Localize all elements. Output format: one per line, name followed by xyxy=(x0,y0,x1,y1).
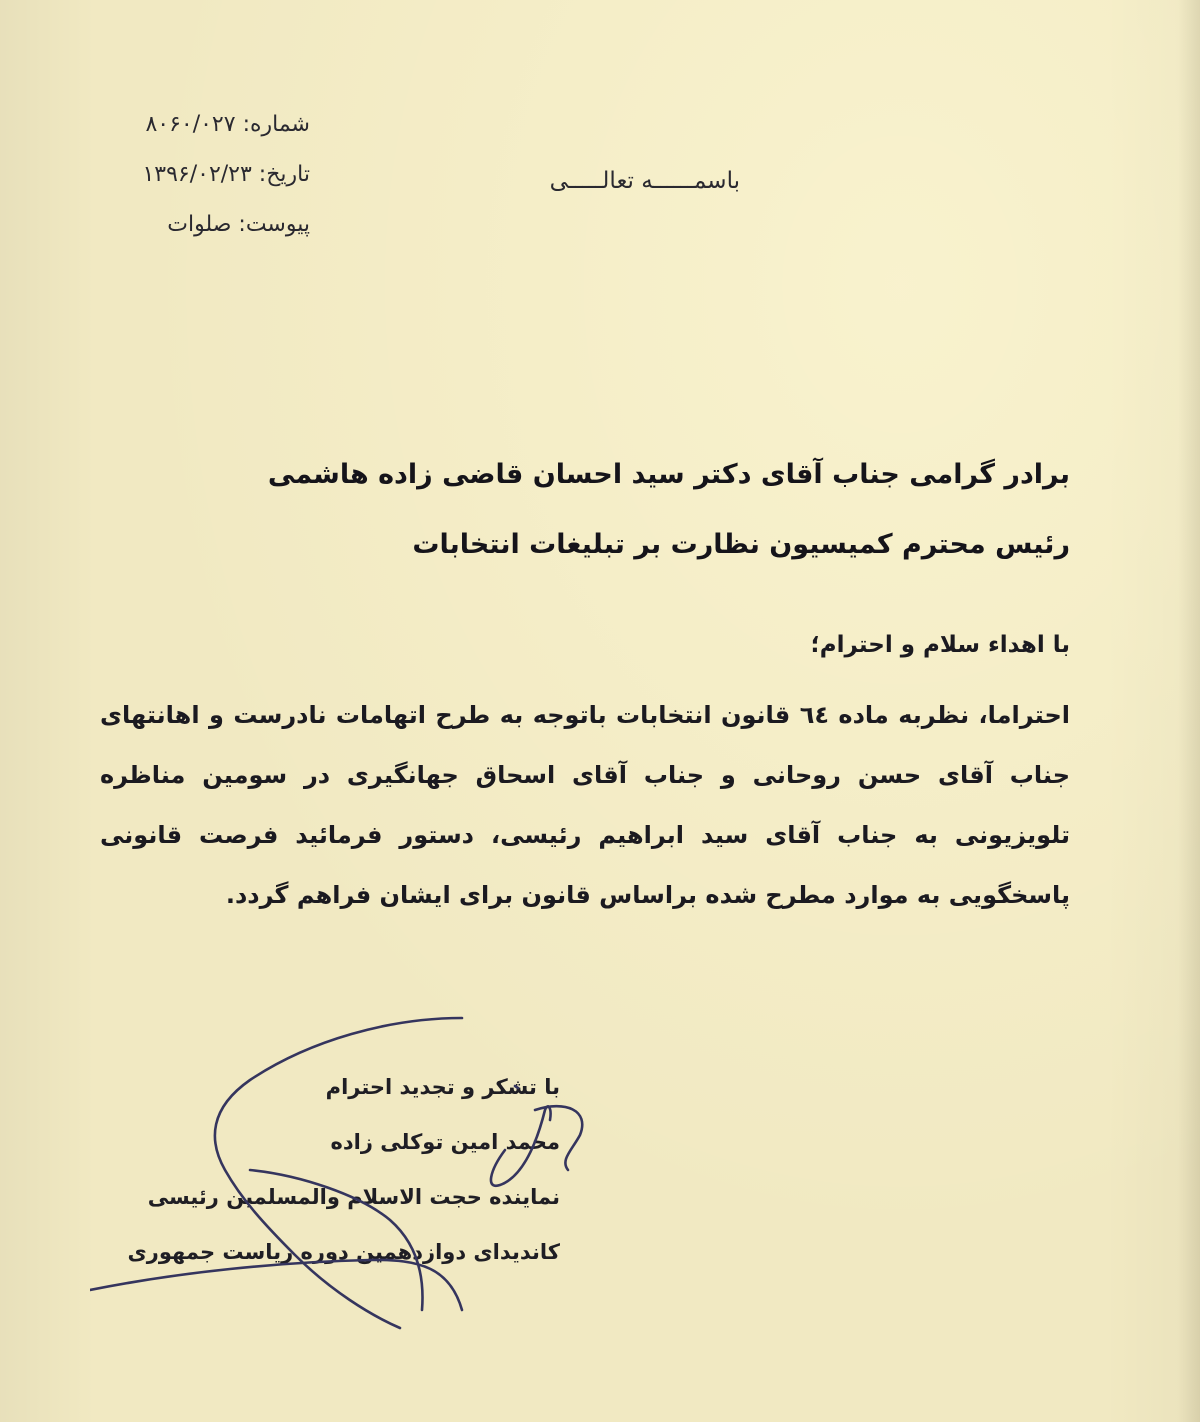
letter-body xyxy=(100,685,1070,925)
greeting-line: با اهداء سلام و احترام؛ xyxy=(810,632,1070,658)
body-line: احتراما، نظربه ماده ٦٤ قانون انتخابات باتوجه به طرح اتهامات نادرست و اهانتهای xyxy=(100,701,1070,729)
closing-block xyxy=(80,1060,560,1280)
addressee-title: رئیس محترم کمیسیون نظارت بر تبلیغات انتخابات xyxy=(412,529,1070,560)
letter-date: تاریخ: ۱۳۹۶/۰۲/۲۳ xyxy=(142,162,310,187)
paper-edge-shadow xyxy=(1178,0,1200,1422)
body-line: پاسخگویی به موارد مطرح شده براساس قانون برای ایشان فراهم گردد. xyxy=(225,881,1070,909)
letter-meta xyxy=(80,100,310,250)
basmala-heading: باسمــــــه تعالـــــی xyxy=(549,168,740,194)
signer-title-2: کاندیدای دوازدهمین دوره ریاست جمهوری xyxy=(127,1240,560,1264)
body-line: تلویزیونی به جناب آقای سید ابراهیم رئیسی، دستور فرمائید فرصت قانونی xyxy=(100,821,1070,849)
addressee-block xyxy=(267,440,1070,580)
letter-attachment: پیوست: صلوات xyxy=(167,212,310,237)
body-line: جناب آقای حسن روحانی و جناب آقای اسحاق جهانگیری در سومین مناظره xyxy=(100,761,1070,789)
addressee-name: برادر گرامی جناب آقای دکتر سید احسان قاضی زاده هاشمی xyxy=(267,459,1070,490)
letter-number: شماره: ۸۰۶۰/۰۲۷ xyxy=(145,112,310,137)
closing-regards: با تشکر و تجدید احترام xyxy=(325,1075,560,1099)
signer-title-1: نماینده حجت الاسلام والمسلمین رئیسی xyxy=(147,1185,560,1209)
signer-name: محمد امین توکلی زاده xyxy=(330,1130,560,1154)
